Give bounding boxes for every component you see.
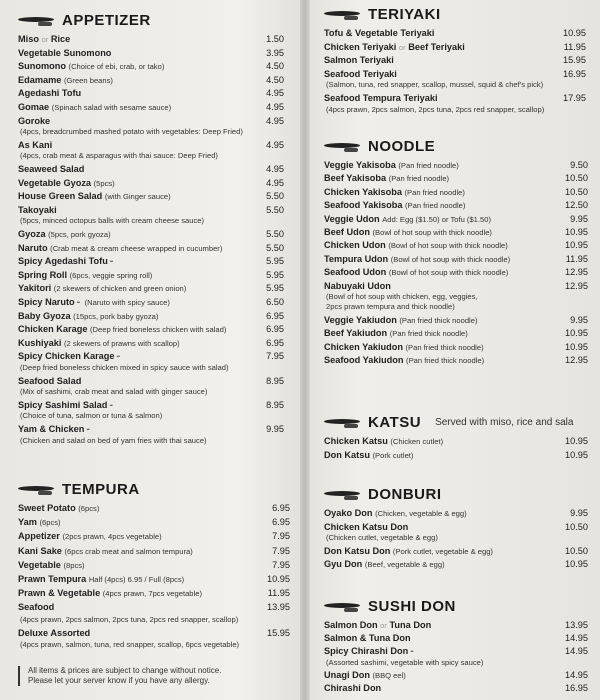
menu-item (324, 355, 484, 366)
chili-pepper-icon: ╴ (86, 425, 92, 434)
item-description: (BBQ eel) (372, 670, 406, 680)
noodle-title: NOODLE (368, 138, 436, 155)
item-price: 4.95 (266, 164, 284, 174)
item-name: Tempura Udon (324, 253, 389, 264)
item-price: 5.50 (266, 242, 284, 253)
item-price: 7.95 (272, 545, 290, 556)
item-detail: (Deep fried boneless chicken mixed in spicy sauce with salad) (20, 363, 229, 372)
item-price: 6.95 (266, 310, 284, 321)
menu-item (324, 69, 397, 80)
menu-item (324, 559, 445, 570)
katsu-subtitle: Served with miso, rice and sala (435, 417, 574, 428)
item-price: 9.95 (570, 508, 588, 518)
item-name: Vegetable (18, 559, 61, 570)
item-name: Seaweed Salad (18, 164, 85, 174)
item-description: (Pan fried thick noodle) (389, 329, 468, 339)
noodle-header (324, 138, 435, 155)
menu-item (18, 602, 54, 613)
item-name: Seafood Teriyaki (324, 68, 397, 79)
item-price: 1.50 (266, 34, 284, 44)
item-description: (6pcs) (39, 518, 61, 528)
menu-item (324, 93, 438, 104)
menu-item (324, 342, 484, 353)
item-description: (Pork cutlet) (372, 450, 414, 460)
menu-item (18, 48, 111, 59)
item-name: Gomae (18, 102, 50, 112)
menu-item (18, 560, 85, 571)
item-name: Seafood Yakisoba (324, 200, 403, 211)
item-name: Oyako Don (324, 508, 373, 518)
menu-item (324, 254, 510, 265)
menu-item (18, 61, 164, 72)
menu-item (18, 324, 226, 335)
item-price: 13.95 (267, 602, 290, 613)
chili-pepper-icon: ╴ (109, 400, 115, 410)
menu-item (18, 75, 113, 86)
item-description: (Pan fried noodle) (388, 174, 450, 184)
item-price: 16.95 (563, 68, 586, 79)
item-description: (2 skewers of chicken and green onion) (53, 284, 187, 294)
logo-icon (324, 489, 360, 501)
item-name: Prawn & Vegetable (18, 588, 101, 599)
item-name: Agedashi Tofu (18, 88, 82, 99)
item-name: Yam (18, 517, 37, 528)
item-detail: (4pcs prawn, salmon, tuna, red snapper, scallop, 6pcs vegetable) (20, 640, 240, 649)
item-price: 14.95 (565, 646, 588, 657)
item-name: Vegetable Sunomono (18, 47, 112, 58)
item-name: Seafood Salad (18, 375, 82, 386)
item-description: (Choice of ebi, crab, or tako) (68, 62, 165, 72)
menu-item (324, 522, 408, 533)
item-description: (Naruto with spicy sauce) (84, 298, 170, 307)
item-price: 10.95 (565, 328, 588, 339)
item-price: 6.95 (266, 324, 284, 335)
item-price: 5.50 (266, 229, 284, 239)
menu-item (324, 436, 443, 447)
page-fold (300, 0, 310, 700)
menu-item (324, 187, 465, 198)
item-price: 9.95 (570, 314, 588, 325)
katsu-header (324, 414, 573, 431)
menu-item (18, 205, 57, 216)
item-price: 12.95 (565, 280, 588, 291)
item-price: 5.50 (266, 191, 284, 202)
sushidon-header (324, 598, 456, 615)
item-name: Beef Yakisoba (324, 173, 387, 184)
item-name: Yakitori (18, 283, 52, 294)
item-description: (15pcs, pork baby gyoza) (73, 311, 159, 321)
item-detail: (Choice of tuna, salmon or tuna & salmon) (20, 411, 163, 421)
sushidon-title: SUSHI DON (368, 598, 456, 615)
menu-item (324, 620, 431, 631)
item-price: 10.95 (563, 28, 586, 38)
menu-item (18, 270, 152, 281)
item-name: Kani Sake (18, 545, 62, 556)
chili-pepper-icon: ╴ (410, 647, 416, 657)
item-name: Nabuyaki Udon (324, 280, 391, 291)
item-price: 9.95 (266, 424, 284, 434)
menu-item (324, 28, 434, 39)
item-price: 10.95 (565, 341, 588, 352)
menu-item (18, 338, 180, 349)
teriyaki-title: TERIYAKI (368, 6, 441, 23)
item-price: 5.95 (266, 283, 284, 294)
item-price: 10.50 (565, 186, 588, 197)
logo-icon (324, 9, 360, 21)
item-price: 4.50 (266, 61, 284, 72)
item-description: (Deep fried boneless chicken with salad) (90, 325, 227, 335)
item-price: 3.95 (266, 47, 284, 58)
logo-icon (324, 601, 360, 613)
item-name: Chicken Udon (324, 240, 386, 251)
menu-item (324, 267, 508, 278)
item-price: 10.95 (565, 436, 588, 446)
item-name: Kushiyaki (18, 337, 62, 348)
chili-pepper-icon: ╴ (77, 298, 83, 307)
item-name: Salmon Teriyaki (324, 55, 394, 66)
menu-item (324, 633, 411, 644)
item-description: (4pcs prawn, 7pcs vegetable) (102, 589, 202, 599)
item-description: (Pork cutlet, vegetable & egg) (392, 546, 493, 556)
menu-item (18, 424, 92, 435)
item-name: Don Katsu (324, 449, 370, 460)
menu-item (18, 517, 61, 528)
item-description: (Bowl of hot soup with thick noodle) (372, 228, 492, 237)
item-name: Sweet Potato (18, 503, 76, 513)
item-detail: (4pcs prawn, 2pcs salmon, 2pcs tuna, 2pcs red snapper, scallop) (20, 614, 239, 624)
item-price: 15.95 (563, 55, 586, 66)
menu-item (324, 173, 449, 184)
menu-item (18, 102, 171, 113)
item-price: 4.95 (266, 102, 284, 112)
menu-item (18, 574, 184, 585)
item-detail: (5pcs, minced octopus balls with cream cheese sauce) (20, 216, 205, 226)
item-price: 11.95 (565, 253, 588, 264)
menu-item (18, 116, 50, 127)
chili-pepper-icon: ╴ (110, 257, 116, 267)
item-name: House Green Salad (18, 191, 103, 202)
menu-item (324, 227, 492, 238)
item-price: 4.95 (266, 115, 284, 126)
item-price: 4.95 (266, 139, 284, 150)
item-description: (5pcs, pork gyoza) (48, 230, 111, 239)
item-price: 5.95 (266, 269, 284, 280)
menu-item (18, 546, 193, 557)
item-name: Chicken Teriyaki (324, 41, 397, 52)
item-name: Baby Gyoza (18, 310, 71, 321)
item-name-alt: Tuna Don (389, 620, 432, 630)
item-detail: (4pcs, crab meat & asparagus with thai sauce: Deep Fried) (20, 151, 218, 161)
menu-item (324, 214, 491, 225)
item-description: (Bowl of hot soup with thick noodle) (388, 241, 508, 251)
item-description: (Pan fried thick noodle) (399, 315, 478, 325)
menu-item (18, 376, 81, 387)
item-description: (6pcs) (78, 504, 100, 513)
item-name: Seafood Yakiudon (324, 355, 404, 365)
menu-item (18, 88, 81, 99)
item-description: (8pcs) (63, 560, 85, 570)
item-name: Chicken Yakisoba (324, 186, 402, 197)
item-name: Spicy Sashimi Salad (18, 399, 108, 410)
menu-item (18, 400, 115, 411)
item-name: Spicy Agedashi Tofu (18, 256, 108, 267)
item-name: Yam & Chicken (18, 424, 85, 434)
item-name: As Kani (18, 139, 53, 150)
menu-item (18, 588, 202, 599)
item-price: 12.95 (565, 267, 588, 278)
item-price: 16.95 (565, 683, 588, 693)
item-price: 4.50 (266, 74, 284, 85)
item-price: 10.95 (565, 449, 588, 460)
menu-item (324, 546, 493, 557)
menu-item (324, 315, 478, 326)
item-price: 10.95 (565, 227, 588, 237)
item-description: (5pcs) (93, 178, 115, 188)
item-name: Spicy Chirashi Don (324, 646, 409, 657)
item-price: 11.95 (563, 41, 586, 52)
chili-pepper-icon: ╴ (117, 352, 122, 362)
menu-item (18, 243, 222, 254)
item-name: Beef Yakiudon (324, 328, 388, 339)
menu-item (324, 281, 391, 292)
item-or: or (41, 35, 49, 44)
tempura-title: TEMPURA (62, 481, 140, 498)
item-name: Spicy Naruto (18, 297, 75, 307)
item-price: 10.95 (565, 240, 588, 251)
item-description: Add: Egg ($1.50) or Tofu ($1.50) (382, 214, 491, 224)
menu-item (324, 240, 508, 251)
logo-icon (324, 141, 360, 153)
item-price: 14.95 (565, 633, 588, 644)
item-name: Veggie Udon (324, 213, 380, 224)
item-price: 10.95 (267, 574, 290, 584)
item-description: (Pan fried noodle) (398, 161, 459, 170)
item-name: Veggie Yakiudon (324, 314, 397, 325)
item-description: (Pan fried noodle) (404, 187, 465, 197)
item-price: 15.95 (267, 627, 290, 638)
menu-item (18, 256, 115, 267)
item-price: 6.95 (266, 337, 284, 348)
item-detail: (4pcs prawn, 2pcs salmon, 2pcs tuna, 2pcs red snapper, scallop) (326, 104, 545, 114)
item-name: Miso (18, 34, 39, 44)
item-price: 9.95 (570, 213, 588, 224)
item-or: or (398, 42, 406, 52)
footer-line-2: Please let your server know if you have any allergy. (28, 676, 210, 685)
item-name: Salmon & Tuna Don (324, 633, 411, 644)
item-price: 9.50 (570, 160, 588, 170)
appetizer-title: APPETIZER (62, 12, 151, 29)
menu-item (18, 229, 111, 240)
item-name: Chicken Yakiudon (324, 341, 403, 352)
item-detail: 2pcs prawn tempura and thick noodle) (326, 302, 455, 312)
menu-item (18, 140, 52, 151)
item-description: (Bowl of hot soup with thick noodle) (388, 268, 509, 278)
item-name: Seafood (18, 602, 55, 613)
item-name: Beef Udon (324, 227, 370, 237)
menu-item (18, 164, 84, 175)
item-description: (Pan fried thick noodle) (406, 356, 485, 365)
item-name: Gyu Don (324, 559, 363, 570)
menu-item (18, 283, 186, 294)
item-description: (Crab meat & cream cheese wrapped in cucumber) (50, 243, 223, 253)
logo-icon (324, 417, 360, 429)
item-price: 6.95 (272, 517, 290, 528)
item-name: Spicy Chicken Karage (18, 351, 115, 362)
item-description: (6pcs crab meat and salmon tempura) (64, 546, 193, 556)
item-price: 6.95 (272, 503, 290, 513)
menu-item (18, 34, 70, 45)
item-price: 4.95 (266, 88, 284, 99)
menu-item (324, 200, 465, 211)
item-name-alt: Beef Teriyaki (408, 41, 465, 52)
menu-item (324, 328, 468, 339)
menu-item (324, 42, 465, 53)
item-price: 7.95 (272, 559, 290, 570)
menu-item (324, 160, 459, 171)
item-or: or (380, 621, 387, 630)
item-name: Deluxe Assorted (18, 627, 91, 638)
menu-item (18, 503, 99, 514)
menu-item (18, 311, 158, 322)
menu-item (324, 670, 406, 681)
item-name: Naruto (18, 242, 48, 253)
item-price: 8.95 (266, 399, 284, 410)
item-price: 13.95 (565, 620, 588, 630)
item-name: Unagi Don (324, 669, 370, 680)
item-description: (Chicken cutlet) (390, 437, 444, 446)
item-name: Chicken Katsu (324, 436, 388, 446)
menu-item (324, 683, 381, 694)
item-name: Takoyaki (18, 204, 57, 215)
item-detail: (Bowl of hot soup with chicken, egg, veggies, (326, 292, 478, 301)
item-detail: (Chicken cutlet, vegetable & egg) (326, 533, 438, 543)
item-price: 4.95 (266, 177, 284, 188)
appetizer-header (18, 12, 151, 29)
item-price: 7.95 (272, 531, 290, 542)
item-description: (Bowl of hot soup with thick noodle) (390, 254, 511, 264)
menu-item (18, 178, 115, 189)
menu-item (324, 508, 467, 519)
item-price: 11.95 (267, 588, 290, 599)
item-description: (Green beans) (63, 75, 113, 85)
item-name: Don Katsu Don (324, 545, 391, 556)
item-price: 10.95 (565, 559, 588, 570)
item-name: Seafood Udon (324, 267, 387, 278)
item-price: 14.95 (565, 669, 588, 680)
item-name: Salmon Don (324, 620, 378, 630)
footer-line-1: All items & prices are subject to change without notice. (28, 666, 222, 675)
menu-item (18, 297, 170, 308)
item-description: (6pcs, veggie spring roll) (69, 270, 153, 280)
item-description: (Pan fried noodle) (405, 201, 466, 211)
item-name: Chicken Katsu Don (324, 521, 409, 532)
item-detail: (Mix of sashimi, crab meat and salad with ginger sauce) (20, 387, 208, 397)
item-description: (2pcs prawn, 4pcs vegetable) (62, 532, 162, 542)
item-description: (with Ginger sauce) (104, 192, 171, 202)
menu-item (18, 628, 90, 639)
item-detail: (Assorted sashimi, vegetable with spicy sauce) (326, 657, 484, 667)
item-name: Gyoza (18, 229, 46, 239)
item-description: (Chicken, vegetable & egg) (375, 509, 467, 518)
item-price: 17.95 (563, 93, 586, 103)
item-price: 5.95 (266, 256, 284, 267)
item-price: 8.95 (266, 375, 284, 386)
item-name: Edamame (18, 74, 62, 85)
teriyaki-header (324, 6, 441, 23)
item-price: 10.50 (565, 173, 588, 184)
item-name-alt: Rice (50, 34, 71, 44)
item-description: (2 skewers of prawns with scallop) (63, 338, 180, 348)
item-description: Half (4pcs) 6.95 / Full (8pcs) (88, 575, 185, 584)
item-name: Chirashi Don (324, 683, 382, 693)
menu-item (324, 55, 394, 66)
donburi-header (324, 486, 442, 503)
item-name: Chicken Karage (18, 324, 88, 335)
item-name: Seafood Tempura Teriyaki (324, 93, 438, 103)
menu-item (18, 351, 122, 362)
item-price: 10.50 (565, 545, 588, 556)
item-name: Goroke (18, 115, 51, 126)
menu-item (18, 531, 162, 542)
item-detail: (4pcs, breadcrumbed mashed potato with vegetables: Deep Fried) (20, 127, 243, 137)
item-name: Spring Roll (18, 269, 67, 280)
item-price: 7.95 (266, 351, 284, 362)
menu-item (18, 191, 171, 202)
item-description: (Pan fried thick noodle) (405, 342, 484, 352)
item-description: (Beef, vegetable & egg) (364, 560, 445, 570)
footer-note (18, 666, 298, 686)
item-description: (Spinach salad with sesame sauce) (51, 103, 172, 112)
item-name: Vegetable Gyoza (18, 177, 92, 188)
tempura-header (18, 481, 140, 498)
item-name: Appetizer (18, 531, 60, 542)
item-detail: (Salmon, tuna, red snapper, scallop, mussel, squid & chef's pick) (326, 80, 544, 90)
item-name: Veggie Yakisoba (324, 160, 396, 170)
item-name: Tofu & Vegetable Teriyaki (324, 28, 435, 38)
item-price: 12.95 (565, 355, 588, 365)
logo-icon (18, 484, 54, 496)
donburi-title: DONBURI (368, 486, 442, 503)
item-detail: (Chicken and salad on bed of yam fries with thai sauce) (20, 435, 207, 445)
item-price: 12.50 (565, 200, 588, 211)
item-price: 10.50 (565, 521, 588, 532)
item-name: Sunomono (18, 61, 66, 72)
menu-item (324, 450, 413, 461)
item-name: Prawn Tempura (18, 574, 87, 584)
item-price: 5.50 (266, 204, 284, 215)
logo-icon (18, 15, 54, 27)
katsu-title: KATSU (368, 414, 422, 431)
item-price: 6.50 (266, 297, 284, 307)
